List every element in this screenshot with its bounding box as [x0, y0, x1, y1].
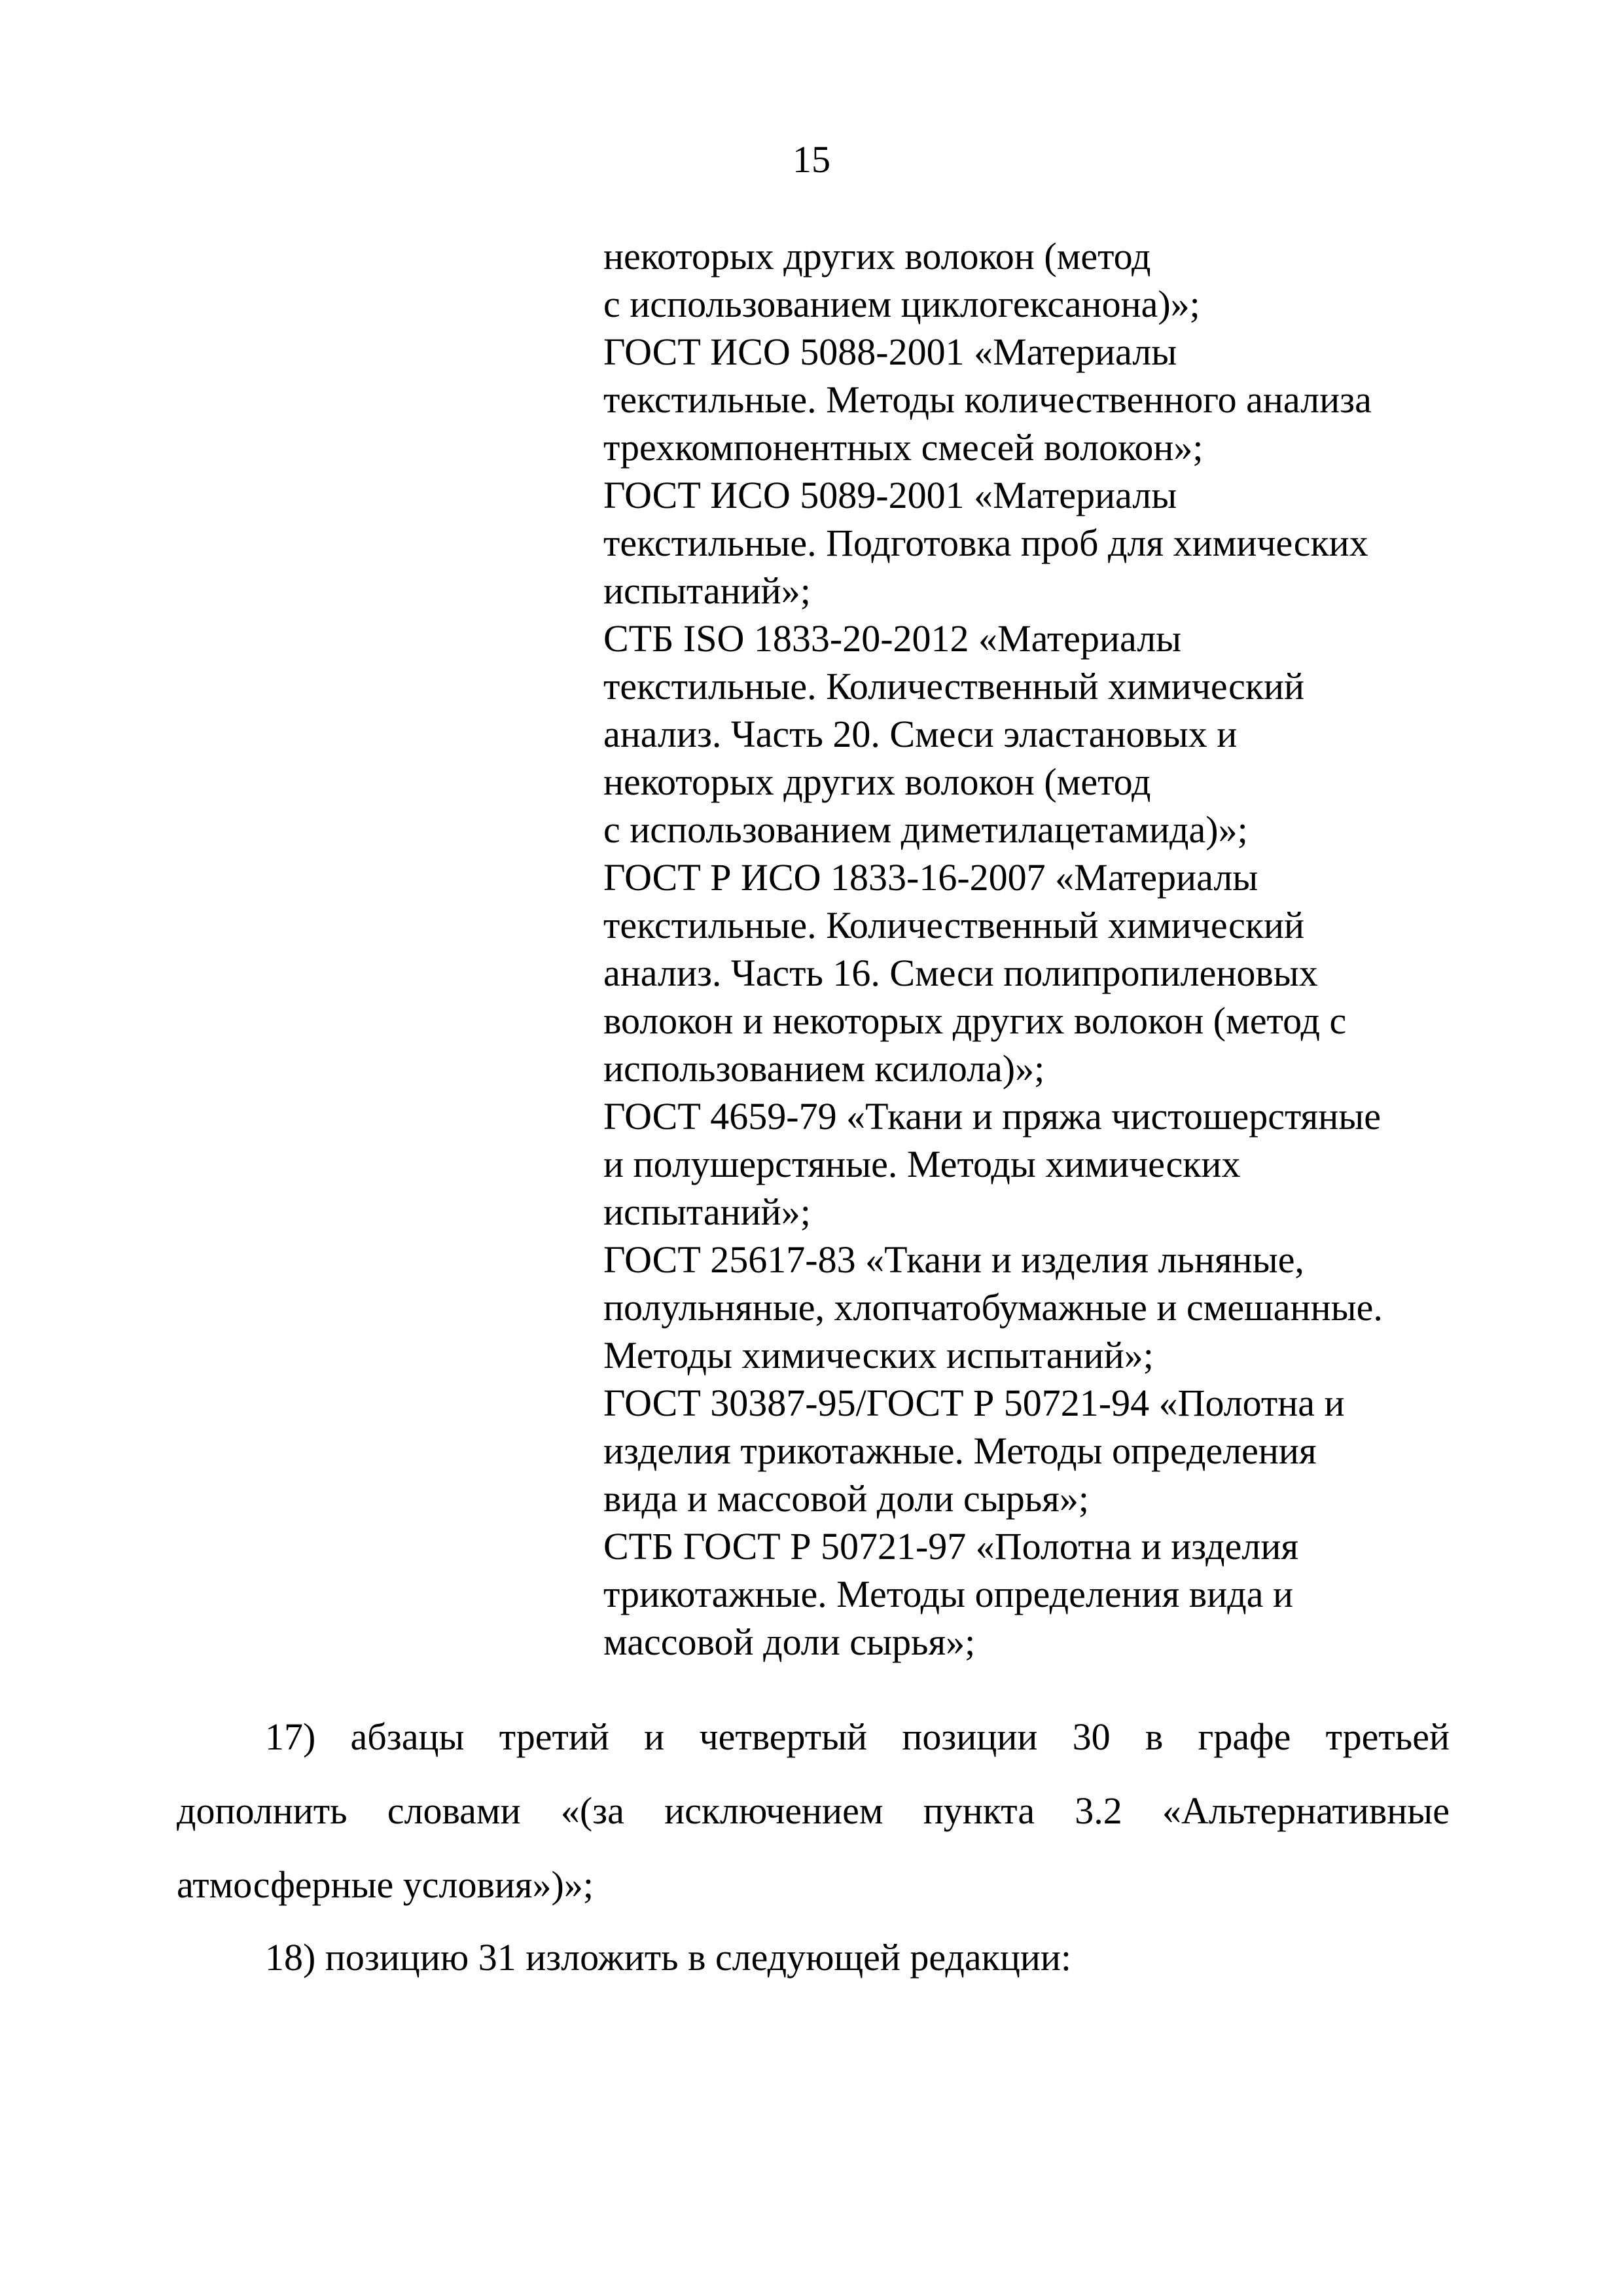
- list-line: трехкомпонентных смесей волокон»;: [603, 426, 1204, 469]
- list-line: использованием ксилола)»;: [603, 1047, 1045, 1090]
- amendment-17-line-1: 17) абзацы третий и четвертый позиции 30 в графе третьей: [265, 1715, 1450, 1758]
- list-line: некоторых других волокон (метод: [603, 235, 1151, 278]
- list-line: СТБ ГОСТ Р 50721-97 «Полотна и изделия: [603, 1525, 1299, 1568]
- list-line: Методы химических испытаний»;: [603, 1334, 1154, 1376]
- list-line: трикотажные. Методы определения вида и: [603, 1573, 1294, 1615]
- list-line: с использованием циклогексанона)»;: [603, 283, 1200, 325]
- page-number: 15: [793, 138, 830, 181]
- list-line: испытаний»;: [603, 569, 811, 612]
- list-line: текстильные. Количественный химический: [603, 665, 1305, 708]
- list-line: ГОСТ 30387-95/ГОСТ Р 50721-94 «Полотна и: [603, 1382, 1345, 1424]
- list-line: и полушерстяные. Методы химических: [603, 1143, 1241, 1185]
- list-line: с использованием диметилацетамида)»;: [603, 808, 1248, 851]
- list-line: изделия трикотажные. Методы определения: [603, 1429, 1317, 1472]
- list-line: полульняные, хлопчатобумажные и смешанные.: [603, 1286, 1383, 1329]
- list-line: текстильные. Методы количественного анализа: [603, 378, 1372, 421]
- list-line: текстильные. Подготовка проб для химических: [603, 522, 1368, 564]
- list-line: некоторых других волокон (метод: [603, 761, 1151, 803]
- list-line: испытаний»;: [603, 1191, 811, 1233]
- list-line: волокон и некоторых других волокон (метод с: [603, 999, 1347, 1042]
- list-line: ГОСТ ИСО 5088-2001 «Материалы: [603, 331, 1177, 373]
- list-line: ГОСТ 4659-79 «Ткани и пряжа чистошерстяные: [603, 1095, 1381, 1138]
- amendment-17-line-3: атмосферные условия»)»;: [177, 1863, 594, 1906]
- list-line: анализ. Часть 20. Смеси эластановых и: [603, 713, 1238, 755]
- list-line: текстильные. Количественный химический: [603, 904, 1305, 946]
- list-line: ГОСТ 25617-83 «Ткани и изделия льняные,: [603, 1238, 1304, 1281]
- list-line: массовой доли сырья»;: [603, 1621, 976, 1663]
- list-line: вида и массовой доли сырья»;: [603, 1477, 1089, 1520]
- list-line: анализ. Часть 16. Смеси полипропиленовых: [603, 952, 1318, 994]
- list-line: СТБ ISO 1833-20-2012 «Материалы: [603, 617, 1182, 660]
- list-line: ГОСТ ИСО 5089-2001 «Материалы: [603, 474, 1177, 516]
- amendment-18: 18) позицию 31 изложить в следующей редакции:: [265, 1936, 1072, 1979]
- amendment-17-line-2: дополнить словами «(за исключением пункта 3.2 «Альтернативные: [177, 1789, 1450, 1832]
- list-line: ГОСТ Р ИСО 1833-16-2007 «Материалы: [603, 856, 1258, 899]
- standards-list: [603, 232, 1480, 1666]
